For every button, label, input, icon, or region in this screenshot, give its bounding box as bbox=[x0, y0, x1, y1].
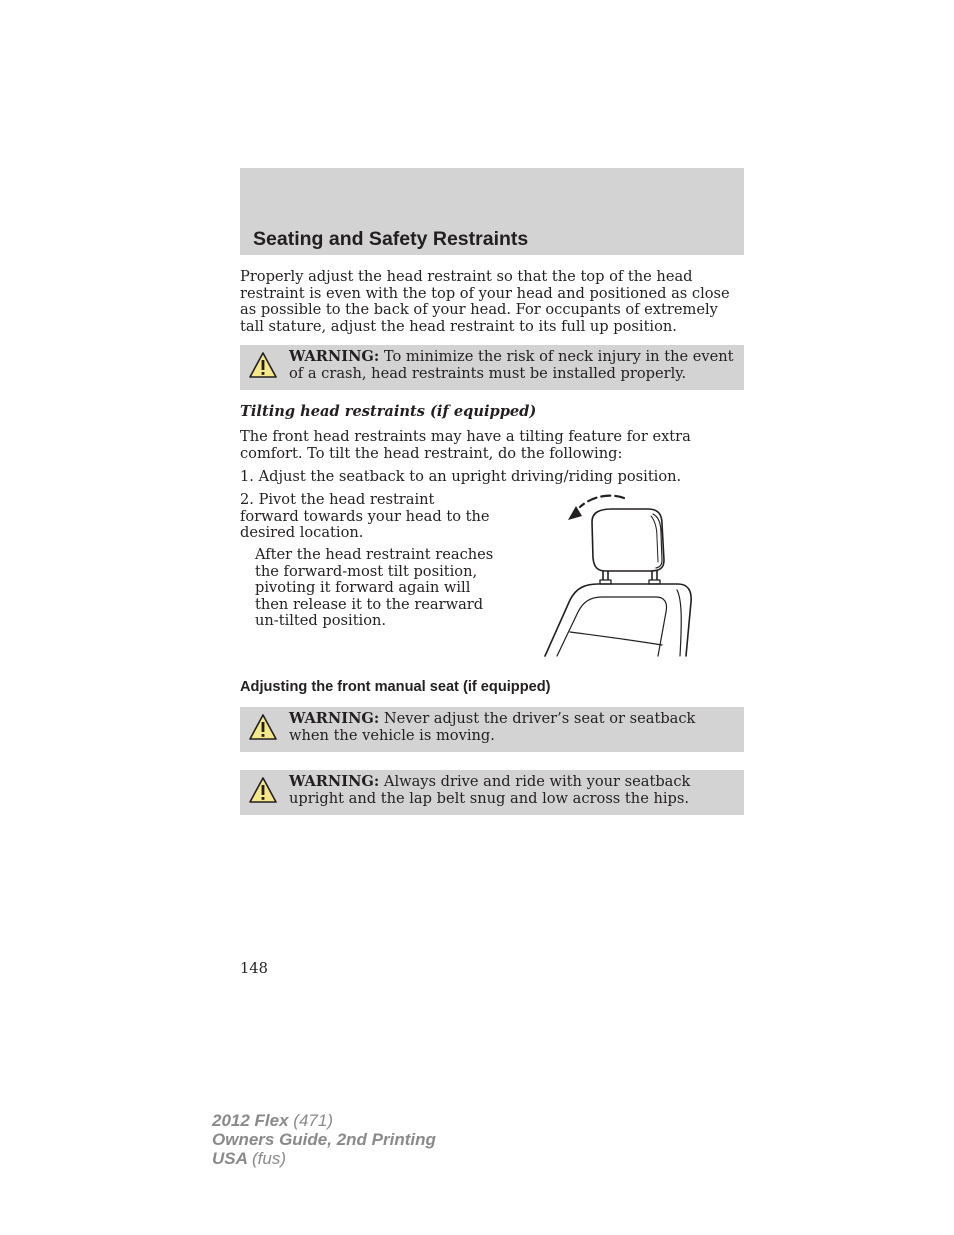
warning-box-driver-seat bbox=[240, 707, 744, 752]
warning-triangle-icon bbox=[248, 713, 278, 741]
warning-box-neck-injury bbox=[240, 345, 744, 390]
section-header-band bbox=[240, 168, 744, 255]
warning-body: To minimize the risk of neck injury in the event of a crash, head restraints must be installed properly. bbox=[289, 348, 734, 382]
warning-text bbox=[289, 711, 736, 744]
tilting-intro: The front head restraints may have a tilting feature for extra comfort. To tilt the head restraint, do the following: bbox=[240, 428, 691, 462]
footer-line-market bbox=[212, 1149, 436, 1168]
footer-model-code: (471) bbox=[293, 1111, 333, 1130]
step-2: 2. Pivot the head restraint forward towards your head to the desired location. bbox=[240, 491, 490, 542]
footer-market: USA bbox=[212, 1149, 248, 1168]
document-footer bbox=[212, 1111, 436, 1168]
head-restraint-tilt-illustration bbox=[540, 490, 700, 660]
warning-body: Never adjust the driver’s seat or seatback when the vehicle is moving. bbox=[289, 710, 696, 744]
footer-market-code: (fus) bbox=[252, 1149, 286, 1168]
tilting-heading: Tilting head restraints (if equipped) bbox=[240, 403, 537, 420]
warning-triangle-icon bbox=[248, 776, 278, 804]
warning-text bbox=[289, 349, 736, 382]
warning-text bbox=[289, 774, 736, 807]
page-number: 148 bbox=[240, 960, 268, 977]
warning-label: WARNING: bbox=[289, 710, 380, 727]
step-2-note: After the head restraint reaches the forward-most tilt position, pivoting it forward again will then release it to the rearward un-tilted position. bbox=[255, 546, 494, 630]
warning-triangle-icon bbox=[248, 351, 278, 379]
intro-paragraph: Properly adjust the head restraint so that the top of the head restraint is even with the top of your head and positioned as close as possible to the back of your head. For occupants of extremely tall stature, adjust the head restraint to its full up position. bbox=[240, 268, 730, 335]
warning-label: WARNING: bbox=[289, 773, 380, 790]
warning-body: Always drive and ride with your seatback upright and the lap belt snug and low across the hips. bbox=[289, 773, 691, 807]
warning-label: WARNING: bbox=[289, 348, 380, 365]
warning-box-seatback-upright bbox=[240, 770, 744, 815]
step-1: 1. Adjust the seatback to an upright driving/riding position. bbox=[240, 468, 682, 485]
footer-model: 2012 Flex bbox=[212, 1111, 289, 1130]
section-title: Seating and Safety Restraints bbox=[253, 228, 529, 250]
footer-line-guide: Owners Guide, 2nd Printing bbox=[212, 1130, 436, 1149]
front-seat-heading: Adjusting the front manual seat (if equipped) bbox=[240, 679, 551, 695]
footer-line-model bbox=[212, 1111, 436, 1130]
